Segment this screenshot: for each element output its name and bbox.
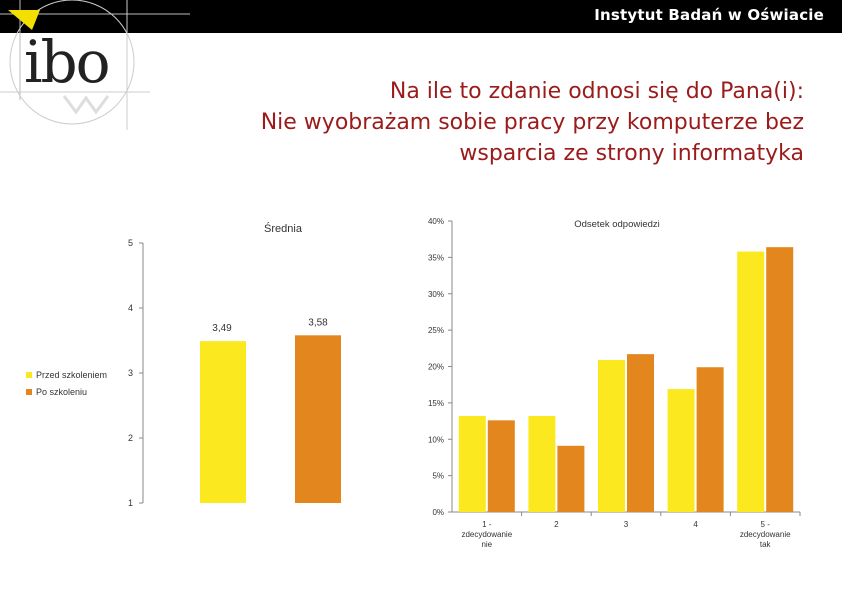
bar-after (697, 367, 724, 512)
legend-item-after (26, 387, 107, 397)
y-tick-label: 10% (427, 435, 444, 445)
chart-title: Odsetek odpowiedzi (574, 219, 660, 230)
y-tick-label: 35% (427, 253, 444, 263)
logo (0, 0, 200, 140)
legend-label-after: Po szkoleniu (36, 387, 88, 397)
x-tick-label: 2 (554, 520, 559, 529)
title-line: Na ile to zdanie odnosi się do Pana(i): (389, 79, 804, 104)
bar-before (598, 360, 625, 512)
bar-before (200, 341, 246, 503)
bar-before (528, 416, 555, 512)
y-tick-label: 0% (432, 508, 444, 517)
bar-after (295, 335, 341, 503)
bar-after (766, 247, 793, 512)
bar-after (488, 420, 515, 512)
bar-before (737, 252, 764, 512)
brand-name: Instytut Badań w Oświacie (594, 6, 824, 24)
y-tick-label: 2 (127, 433, 133, 443)
legend-swatch-before (26, 372, 32, 378)
y-tick-label: 25% (427, 326, 444, 336)
y-tick-label: 30% (427, 289, 444, 299)
y-tick-label: 5% (432, 471, 444, 481)
chart-title: Średnia (264, 223, 302, 235)
legend-swatch-after (26, 389, 32, 395)
x-tick-label: zdecydowanie (461, 530, 513, 539)
bar-after (627, 354, 654, 512)
x-tick-label: tak (759, 540, 771, 549)
data-label: 3,49 (212, 323, 232, 335)
y-tick-label: 4 (127, 303, 133, 313)
legend-item-before (26, 370, 107, 380)
x-tick-label: nie (481, 540, 493, 549)
bar-before (459, 416, 486, 512)
y-tick-label: 5 (127, 238, 133, 248)
y-tick-label: 20% (427, 362, 444, 372)
bar-after (557, 446, 584, 512)
x-tick-label: 3 (623, 520, 629, 529)
y-tick-label: 3 (127, 368, 133, 378)
title-line: Nie wyobrażam sobie pracy przy komputerze bez (260, 110, 804, 135)
data-label: 3,58 (308, 317, 328, 329)
legend-label-before: Przed szkoleniem (36, 370, 108, 380)
x-tick-label: 5 - (760, 520, 770, 529)
y-tick-label: 40% (427, 217, 444, 226)
bar-before (668, 389, 695, 512)
x-tick-label: 4 (693, 520, 698, 529)
x-tick-label: 1 - (482, 520, 492, 529)
y-tick-label: 15% (427, 398, 444, 408)
y-tick-label: 1 (127, 498, 133, 508)
chart-legend (26, 370, 107, 404)
x-tick-label: zdecydowanie (739, 530, 791, 539)
slide-title (261, 76, 804, 169)
title-line: wsparcia ze strony informatyka (459, 141, 804, 166)
logo-text: ibo (24, 28, 109, 96)
